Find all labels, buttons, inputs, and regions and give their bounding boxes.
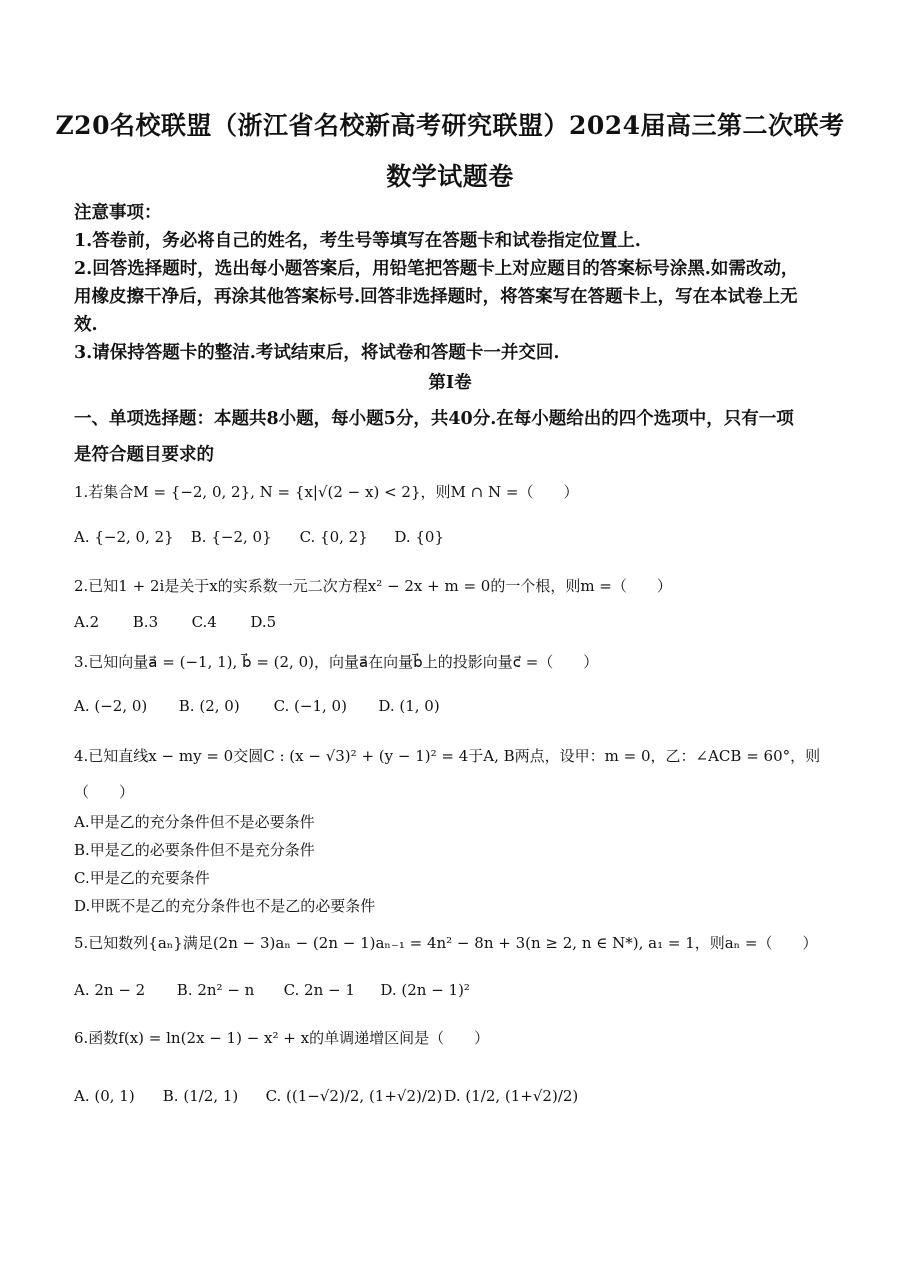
q3-option-d: D. (1, 0) xyxy=(378,697,440,715)
q1-stem: 1.若集合M = {−2, 0, 2}, N = {x|√(2 − x) < 2}，则M ∩ N =（ ） xyxy=(74,483,579,501)
q6-stem: 6.函数f(x) = ln(2x − 1) − x² + x的单调递增区间是（ ） xyxy=(74,1029,490,1047)
q6-option-c: C. ((1−√2)/2, (1+√2)/2) xyxy=(265,1087,443,1105)
q5-option-d: D. (2n − 1)² xyxy=(380,981,470,999)
notice-item-3: 3.请保持答题卡的整洁.考试结束后，将试卷和答题卡一并交回. xyxy=(74,343,560,363)
q1-option-d: D. {0} xyxy=(394,528,445,546)
q4-option-c: C.甲是乙的充要条件 xyxy=(74,869,210,887)
exam-subtitle: 数学试题卷 xyxy=(386,162,514,191)
notice-heading: 注意事项： xyxy=(74,203,162,223)
q3-stem: 3.已知向量a⃗ = (−1, 1), b⃗ = (2, 0)，向量a⃗在向量b⃗上的投影向量c⃗ =（ ） xyxy=(74,653,599,671)
notice-item-2b: 用橡皮擦干净后，再涂其他答案标号.回答非选择题时，将答案写在答题卡上，写在本试卷上无 xyxy=(74,287,798,307)
q6-option-b: B. (1/2, 1) xyxy=(162,1087,239,1105)
notice-item-2c: 效. xyxy=(74,315,98,335)
q3-option-a: A. (−2, 0) xyxy=(74,697,148,715)
q2-option-c: C.4 xyxy=(191,613,217,631)
q2-option-d: D.5 xyxy=(250,613,277,631)
q4-option-a: A.甲是乙的充分条件但不是必要条件 xyxy=(74,813,315,831)
q2-option-a: A.2 xyxy=(74,613,100,631)
q3-options xyxy=(74,697,826,715)
section-heading-b: 是符合题目要求的 xyxy=(74,445,214,465)
exam-title: Z20名校联盟（浙江省名校新高考研究联盟）2024届高三第二次联考 xyxy=(55,111,845,140)
q4-stem: 4.已知直线x − my = 0交圆C : (x − √3)² + (y − 1)² = 4于A, B两点，设甲：m = 0，乙：∠ACB = 60°，则 xyxy=(74,747,821,765)
q5-option-b: B. 2n² − n xyxy=(176,981,255,999)
q5-options xyxy=(74,981,826,999)
notice-item-2a: 2.回答选择题时，选出每小题答案后，用铅笔把答题卡上对应题目的答案标号涂黑.如需改动， xyxy=(74,259,799,279)
q6-option-a: A. (0, 1) xyxy=(74,1087,135,1105)
q1-option-c: C. {0, 2} xyxy=(299,528,368,546)
q2-options xyxy=(74,613,826,631)
q6-options xyxy=(74,1087,826,1105)
volume-label: 第Ⅰ卷 xyxy=(428,373,472,393)
notice-item-1: 1.答卷前，务必将自己的姓名，考生号等填写在答题卡和试卷指定位置上. xyxy=(74,231,641,251)
q5-stem: 5.已知数列{aₙ}满足(2n − 3)aₙ − (2n − 1)aₙ₋₁ = 4n² − 8n + 3(n ≥ 2, n ∈ N*), a₁ = 1，则aₙ =（ ） xyxy=(74,934,818,952)
q2-option-b: B.3 xyxy=(132,613,159,631)
q5-option-c: C. 2n − 1 xyxy=(283,981,355,999)
q4-option-b: B.甲是乙的必要条件但不是充分条件 xyxy=(74,841,315,859)
q4-option-d: D.甲既不是乙的充分条件也不是乙的必要条件 xyxy=(74,897,376,915)
q4-stem-cont: （ ） xyxy=(74,783,135,801)
q3-option-b: B. (2, 0) xyxy=(178,697,240,715)
q1-option-b: B. {−2, 0} xyxy=(190,528,272,546)
q5-option-a: A. 2n − 2 xyxy=(74,981,146,999)
q2-stem: 2.已知1 + 2i是关于x的实系数一元二次方程x² − 2x + m = 0的一个根，则m =（ ） xyxy=(74,577,672,595)
q1-option-a: A. {−2, 0, 2} xyxy=(74,528,174,546)
q6-option-d: D. (1/2, (1+√2)/2) xyxy=(444,1087,579,1105)
section-heading-a: 一、单项选择题：本题共8小题，每小题5分，共40分.在每小题给出的四个选项中，只有一项 xyxy=(74,409,794,429)
q1-options xyxy=(74,528,826,546)
q3-option-c: C. (−1, 0) xyxy=(273,697,347,715)
